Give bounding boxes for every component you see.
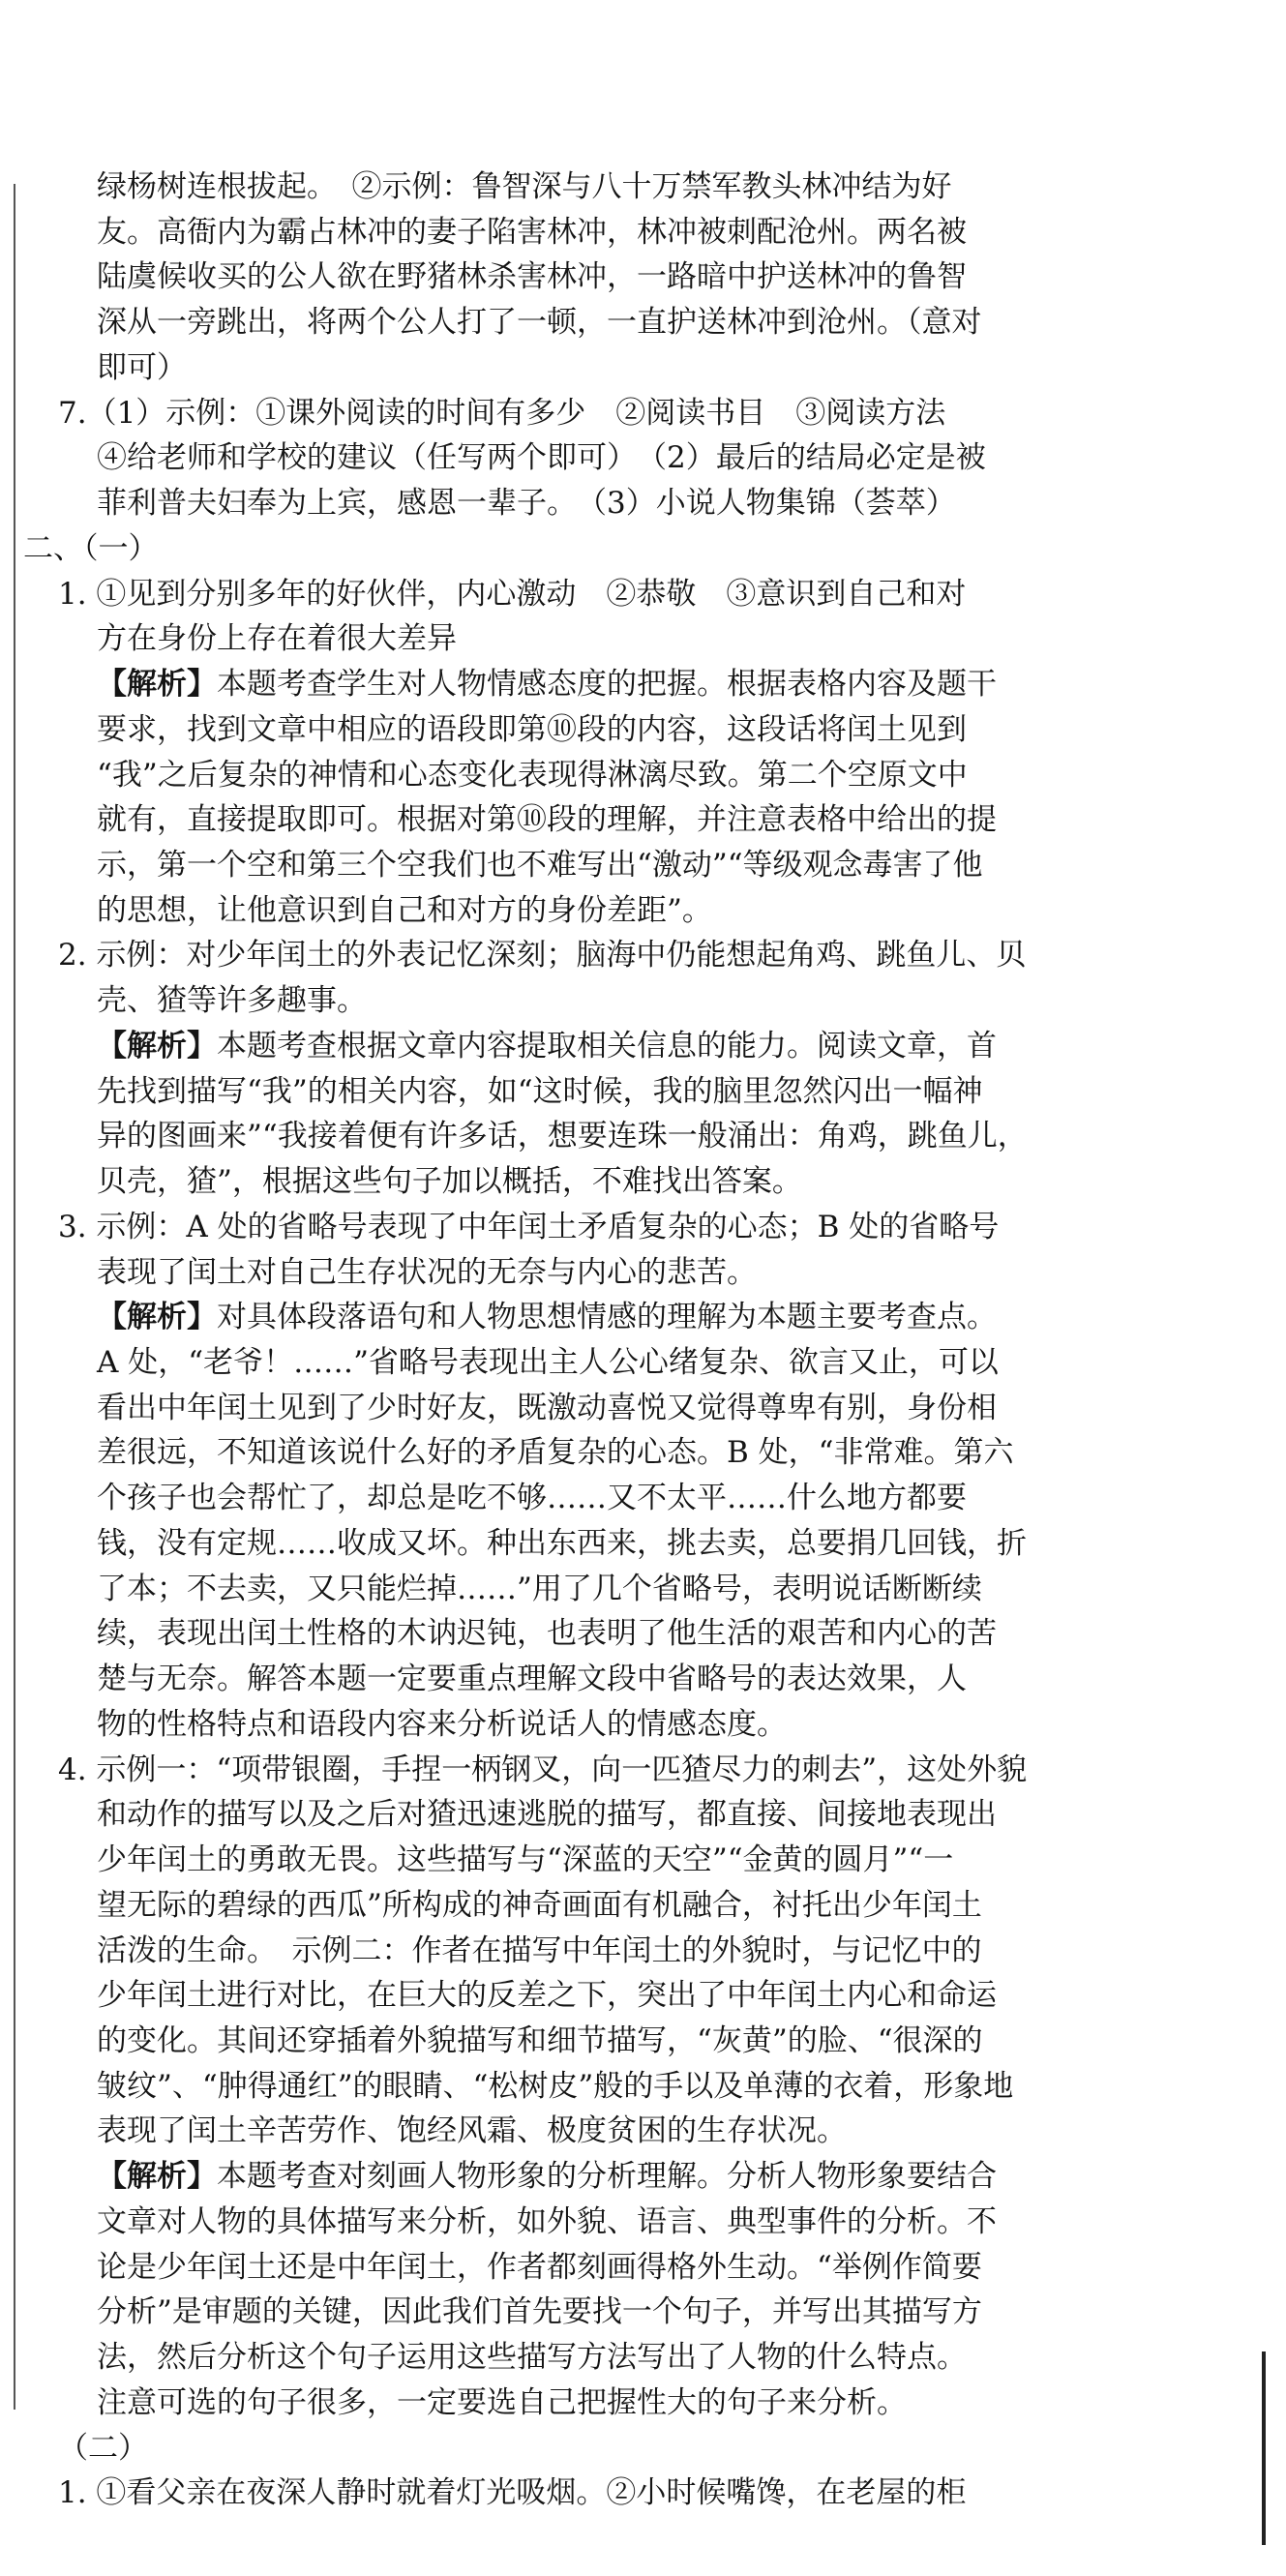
analysis-marker: 【解析】 <box>97 667 217 702</box>
text-line: 少年闰土的勇敢无畏。这些描写与“深蓝的天空”“金黄的圆月”“一 <box>97 1842 954 1877</box>
question-item: 2. 示例：对少年闰土的外表记忆深刻；脑海中仍能想起角鸡、跳鱼儿、贝 <box>58 938 1027 973</box>
analysis-marker: 【解析】 <box>97 2159 217 2194</box>
text-line: 和动作的描写以及之后对猹迅速逃脱的描写，都直接、间接地表现出 <box>97 1797 997 1832</box>
text-line: 友。高衙内为霸占林冲的妻子陷害林冲，林冲被刺配沧州。两名被 <box>97 215 967 250</box>
text-line: 分析”是审题的关键，因此我们首先要找一个句子，并写出其描写方 <box>97 2294 982 2329</box>
text-line: 文章对人物的具体描写来分析，如外貌、语言、典型事件的分析。不 <box>97 2204 997 2239</box>
question-item: 4. 示例一：“项带银圈，手捏一柄钢叉，向一匹猹尽力的刺去”，这处外貌 <box>58 1752 1028 1787</box>
text-line: ④给老师和学校的建议（任写两个即可） （2）最后的结局必定是被 <box>97 440 986 475</box>
text-line: A 处，“老爷！……”省略号表现出主人公心绪复杂、欲言又止，可以 <box>97 1345 999 1380</box>
text-line: 表现了闰土辛苦劳作、饱经风霜、极度贫困的生存状况。 <box>97 2113 847 2148</box>
text-line: 皱纹”、“肿得通红”的眼睛、“松树皮”般的手以及单薄的衣着，形象地 <box>97 2069 1014 2104</box>
analysis-text: 【解析】本题考查学生对人物情感态度的把握。根据表格内容及题干 <box>97 667 997 702</box>
text-line: 看出中年闰土见到了少时好友，既激动喜悦又觉得尊卑有别，身份相 <box>97 1391 997 1425</box>
text-line: “我”之后复杂的神情和心态变化表现得淋漓尽致。第二个空原文中 <box>97 758 968 793</box>
text-line: 要求，找到文章中相应的语段即第⑩段的内容，这段话将闰土见到 <box>97 712 967 747</box>
question-item: 1. ①看父亲在夜深人静时就着灯光吸烟。②小时候嘴馋，在老屋的柜 <box>58 2475 967 2510</box>
text-line: 表现了闰土对自己生存状况的无奈与内心的悲苦。 <box>97 1255 757 1290</box>
question-item: 7.（1）示例：①课外阅读的时间有多少 ②阅读书目 ③阅读方法 <box>58 396 946 431</box>
text-line: 法，然后分析这个句子运用这些描写方法写出了人物的什么特点。 <box>97 2340 967 2375</box>
text-line: 的思想，让他意识到自己和对方的身份差距”。 <box>97 893 712 928</box>
text-line: 方在身份上存在着很大差异 <box>97 621 457 656</box>
text-line: 了本；不去卖，又只能烂掉……”用了几个省略号，表明说话断断续 <box>97 1572 982 1606</box>
text-line: 个孩子也会帮忙了，却总是吃不够……又不太平……什么地方都要 <box>97 1481 967 1515</box>
text-line: 少年闰土进行对比，在巨大的反差之下，突出了中年闰土内心和命运 <box>97 1978 997 2013</box>
text-line: 先找到描写“我”的相关内容，如“这时候，我的脑里忽然闪出一幅神 <box>97 1074 983 1109</box>
text-line: 楚与无奈。解答本题一定要重点理解文段中省略号的表达效果，人 <box>97 1662 967 1696</box>
text-line: 的变化。其间还穿插着外貌描写和细节描写，“灰黄”的脸、“很深的 <box>97 2023 983 2058</box>
question-item: 1. ①见到分别多年的好伙伴，内心激动 ②恭敬 ③意识到自己和对 <box>58 577 967 612</box>
right-edge-mark <box>1262 2351 1266 2545</box>
text-line: 物的性格特点和语段内容来分析说话人的情感态度。 <box>97 1707 787 1742</box>
analysis-text: 【解析】本题考查对刻画人物形象的分析理解。分析人物形象要结合 <box>97 2159 997 2194</box>
section-heading: （二） <box>58 2431 148 2466</box>
text-line: 壳、猹等许多趣事。 <box>97 983 367 1018</box>
text-line: 钱，没有定规……收成又坏。种出东西来，挑去卖，总要捐几回钱，折 <box>97 1526 1027 1561</box>
analysis-text: 【解析】对具体段落语句和人物思想情感的理解为本题主要考查点。 <box>97 1300 997 1334</box>
analysis-marker: 【解析】 <box>97 1029 217 1063</box>
text-line: 菲利普夫妇奉为上宾，感恩一辈子。 （3）小说人物集锦（荟萃） <box>97 486 956 521</box>
text-line: 示，第一个空和第三个空我们也不难写出“激动”“等级观念毒害了他 <box>97 848 983 883</box>
left-margin-rule <box>14 184 15 2410</box>
text-line: 望无际的碧绿的西瓜”所构成的神奇画面有机融合，衬托出少年闰土 <box>97 1888 982 1923</box>
text-line: 论是少年闰土还是中年闰土，作者都刻画得格外生动。“举例作简要 <box>97 2250 982 2285</box>
analysis-marker: 【解析】 <box>97 1300 217 1334</box>
text-line: 深从一旁跳出，将两个公人打了一顿，一直护送林冲到沧州。（意对 <box>97 305 982 340</box>
text-line: 即可） <box>97 350 187 385</box>
text-line: 陆虞候收买的公人欲在野猪林杀害林冲，一路暗中护送林冲的鲁智 <box>97 259 967 294</box>
text-line: 活泼的生命。 示例二：作者在描写中年闰土的外貌时，与记忆中的 <box>97 1933 982 1968</box>
section-heading: 二、（一） <box>23 531 159 566</box>
text-line: 绿杨树连根拔起。 ②示例：鲁智深与八十万禁军教头林冲结为好 <box>97 169 952 204</box>
text-line: 注意可选的句子很多，一定要选自己把握性大的句子来分析。 <box>97 2385 907 2420</box>
text-line: 就有，直接提取即可。根据对第⑩段的理解，并注意表格中给出的提 <box>97 802 997 837</box>
question-item: 3. 示例：A 处的省略号表现了中年闰土矛盾复杂的心态；B 处的省略号 <box>58 1210 1000 1244</box>
text-line: 贝壳，猹”，根据这些句子加以概括，不难找出答案。 <box>97 1164 802 1199</box>
text-line: 异的图画来”“我接着便有许多话，想要连珠一般涌出：角鸡，跳鱼儿， <box>97 1119 1028 1153</box>
text-line: 续，表现出闰土性格的木讷迟钝，也表明了他生活的艰苦和内心的苦 <box>97 1616 997 1651</box>
analysis-text: 【解析】本题考查根据文章内容提取相关信息的能力。阅读文章，首 <box>97 1029 997 1063</box>
text-line: 差很远，不知道该说什么好的矛盾复杂的心态。B 处，“非常难。第六 <box>97 1435 1014 1470</box>
